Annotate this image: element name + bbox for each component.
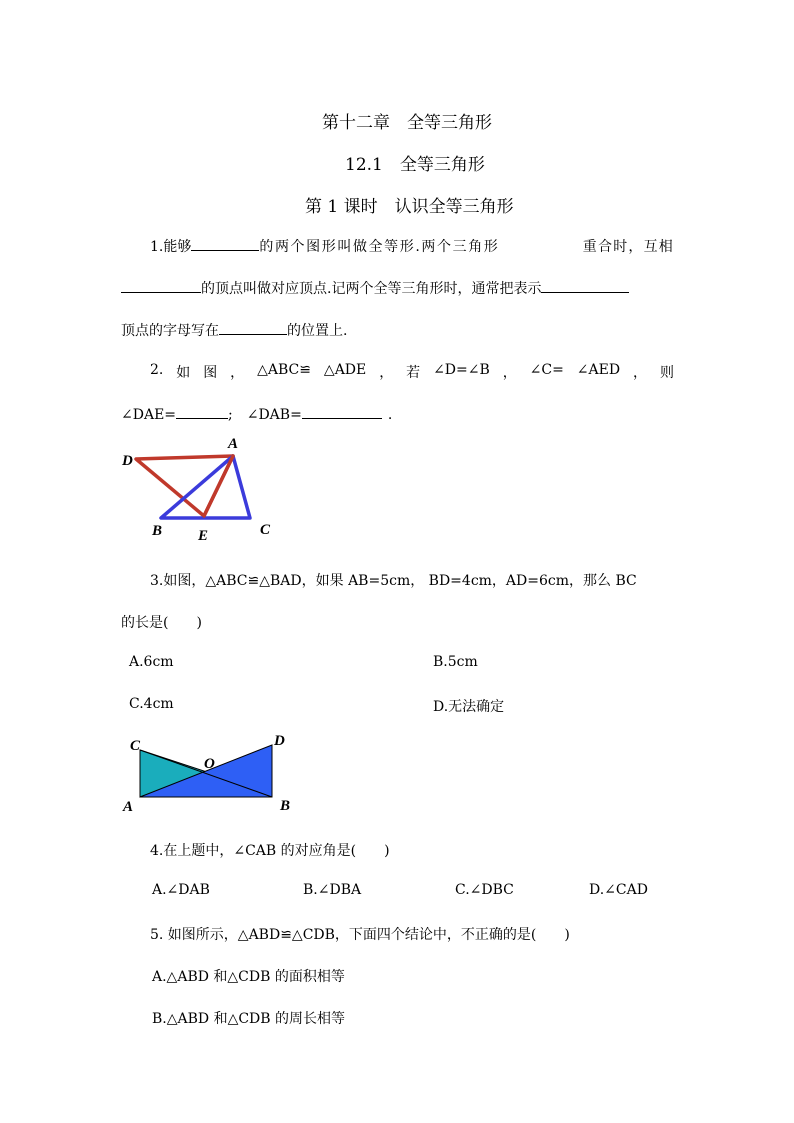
q1-blank-4 [219, 320, 287, 335]
q2-text-a: ∠DAE= [121, 407, 177, 423]
q5-option-b: B.△ABD 和△CDB 的周长相等 [152, 1011, 346, 1027]
q2-token: 图 [203, 365, 218, 381]
figure-1 [118, 436, 288, 546]
question-3-line-1: 3.如图，△ABC≌△BAD，如果 AB=5cm， BD=4cm，AD=6cm，那么 BC [150, 573, 637, 589]
q2-token: ， [379, 365, 394, 381]
question-2-line-2 [121, 404, 392, 424]
q1-text-a: 1.能够 [150, 239, 192, 255]
section-title: 12.1 全等三角形 [345, 155, 485, 175]
q4-option-c: C.∠DBC [455, 882, 514, 898]
q2-token: ∠C= [529, 362, 564, 378]
question-1-line-3 [121, 320, 347, 340]
question-5-stem: 5. 如图所示，△ABD≌△CDB，下面四个结论中，不正确的是( ) [150, 927, 570, 943]
triangle-abc [161, 456, 250, 518]
q4-option-b: B.∠DBA [303, 882, 362, 898]
q1-blank-3 [541, 278, 629, 293]
q2-token: ， [633, 365, 648, 381]
question-2-line-1 [150, 362, 674, 382]
q3-option-a: A.6cm [129, 654, 174, 670]
label-d: D [274, 733, 285, 749]
label-a: A [123, 799, 134, 815]
segment-ae [204, 456, 233, 516]
q4-option-d: D.∠CAD [589, 882, 648, 898]
q2-token: △ABC≌ [257, 362, 311, 378]
q1-text-e: 顶点的字母写在 [121, 323, 219, 339]
chapter-title: 第十二章 全等三角形 [322, 113, 492, 133]
q2-blank-2 [302, 404, 382, 419]
label-b: B [280, 798, 291, 814]
figure-2 [118, 730, 298, 820]
q1-text-d: 的顶点叫做对应顶点.记两个全等三角形时，通常把表示 [201, 281, 542, 297]
q4-option-a: A.∠DAB [152, 882, 210, 898]
label-a: A [228, 436, 239, 452]
label-b: B [152, 523, 163, 539]
q3-option-b: B.5cm [433, 654, 478, 670]
q3-option-d: D.无法确定 [433, 699, 505, 715]
q5-option-a: A.△ABD 和△CDB 的面积相等 [152, 969, 345, 985]
q1-text-c: 重合时，互相 [582, 239, 674, 255]
question-4-stem: 4.在上题中，∠CAB 的对应角是( ) [150, 843, 390, 859]
q2-token: 2. [150, 362, 164, 378]
q1-text-b: 的两个图形叫做全等形.两个三角形 [259, 239, 500, 255]
question-3-line-2: 的长是( ) [121, 615, 202, 631]
q3-option-c: C.4cm [129, 696, 174, 712]
q2-blank-1 [176, 404, 228, 419]
q1-blank-1 [191, 236, 259, 251]
question-1-line-1 [150, 236, 674, 256]
label-c: C [130, 738, 141, 754]
q2-token: 则 [659, 365, 674, 381]
q1-blank-2 [121, 278, 201, 293]
q2-text-c: . [387, 407, 393, 423]
question-1-line-2 [121, 278, 629, 298]
q2-token: ∠D=∠B [433, 362, 490, 378]
q2-token: △ADE [323, 362, 367, 378]
lesson-title: 第 1 课时 认识全等三角形 [305, 197, 514, 217]
q2-token: ， [502, 365, 517, 381]
q2-token: 若 [406, 365, 421, 381]
label-d: D [122, 453, 133, 469]
q2-token: ∠AED [576, 362, 621, 378]
q2-text-b: ; ∠DAB= [228, 407, 302, 423]
label-e: E [198, 528, 209, 544]
label-o: O [204, 756, 215, 772]
q1-text-f: 的位置上. [287, 323, 348, 339]
label-c: C [260, 522, 271, 538]
q2-token: ， [230, 365, 245, 381]
q2-token: 如 [176, 365, 191, 381]
